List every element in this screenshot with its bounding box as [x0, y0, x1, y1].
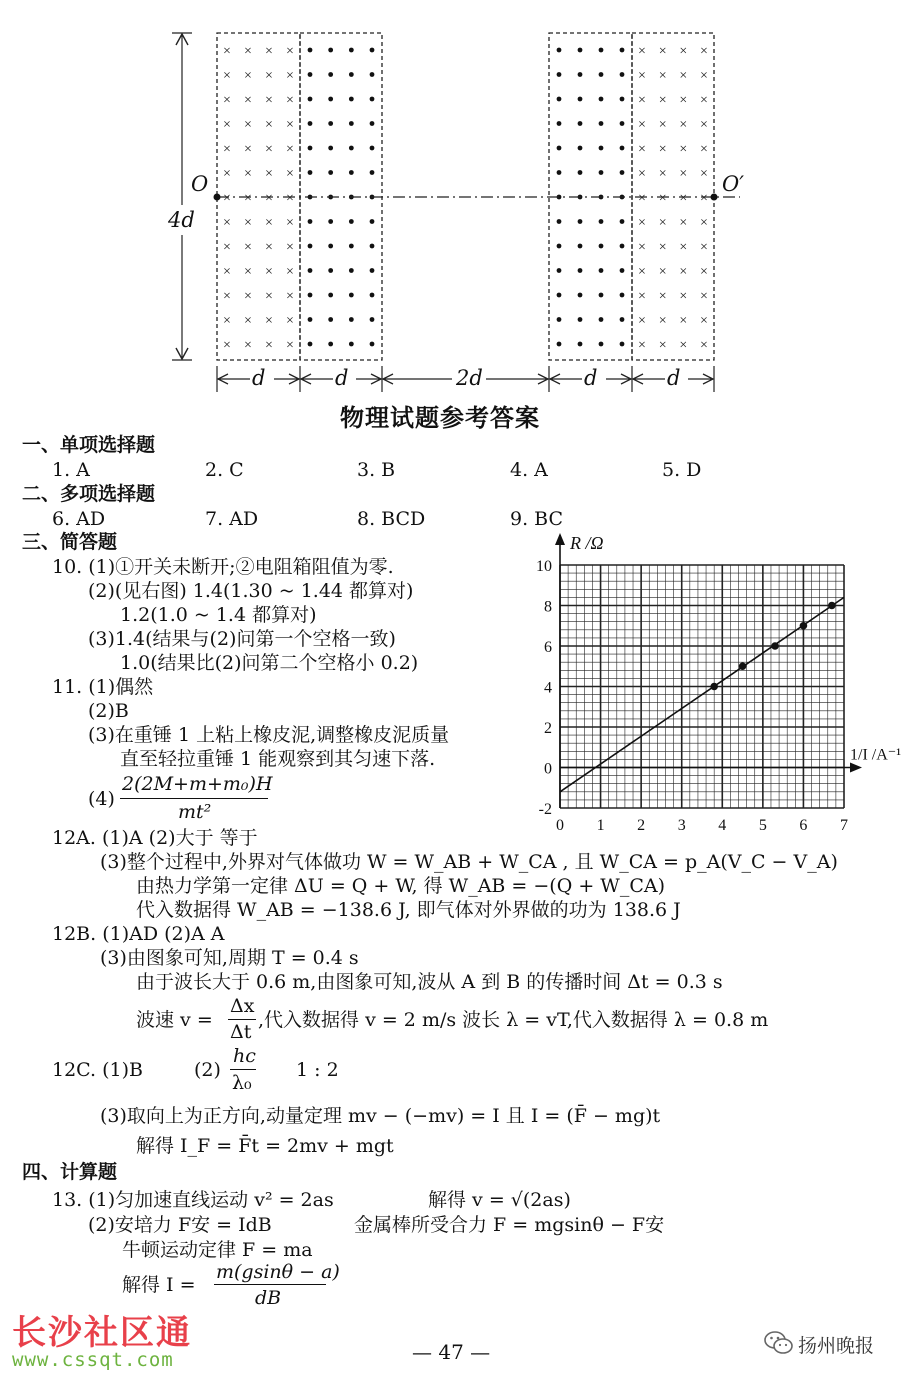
magnetic-field-figure — [0, 0, 914, 400]
left-cross-6-2: × — [265, 191, 273, 206]
q10-line-3: 1.2(1.0 ~ 1.4 都算对) — [120, 604, 317, 626]
y-axis-arrow — [555, 533, 565, 545]
right-cross-12-0: × — [638, 338, 646, 353]
right-cross-3-1: × — [658, 117, 667, 133]
right-cross-7-1: × — [658, 215, 667, 231]
label-O: O — [191, 172, 209, 196]
left-dot-12-0 — [308, 342, 313, 347]
label-O-prime: O′ — [722, 172, 744, 196]
q10-line-4: (3)1.4(结果与(2)问第一个空格一致) — [88, 628, 396, 650]
left-cross-2-2: × — [265, 93, 273, 108]
right-cross-6-1: × — [658, 191, 667, 206]
left-cross-0-3: × — [286, 44, 294, 59]
right-cross-3-2: × — [679, 117, 688, 133]
left-dot-9-0 — [308, 268, 313, 273]
right-cross-2-0: × — [638, 93, 646, 108]
left-cross-0-1: × — [244, 44, 252, 59]
right-dot-7-0 — [557, 219, 562, 224]
left-dot-8-2 — [349, 244, 354, 249]
left-cross-1-0: × — [223, 68, 231, 84]
left-dot-5-0 — [308, 170, 313, 175]
left-cross-12-0: × — [223, 338, 231, 353]
left-dot-11-3 — [370, 317, 375, 322]
right-cross-1-1: × — [658, 68, 667, 84]
dim-label-2: d — [335, 366, 349, 390]
left-cross-1-3: × — [286, 68, 294, 84]
left-cross-0-2: × — [265, 44, 273, 59]
right-dot-8-3 — [620, 244, 625, 249]
right-cross-4-1: × — [658, 142, 667, 157]
right-cross-11-1: × — [658, 313, 667, 329]
page-title: 物理试题参考答案 — [340, 404, 540, 432]
left-dot-5-3 — [370, 170, 375, 175]
q12b-line-1: 12B. (1)AD (2)A A — [52, 923, 225, 945]
q12c-part2-label: (2) — [194, 1059, 221, 1081]
right-cross-6-2: × — [679, 191, 688, 206]
right-cross-10-3: × — [700, 289, 708, 304]
q11-line-4: 直至轻拉重锤 1 能观察到其匀速下落. — [120, 748, 436, 770]
left-dot-4-1 — [328, 146, 333, 151]
left-cross-8-2: × — [265, 240, 273, 255]
left-dot-7-0 — [308, 219, 313, 224]
right-cross-8-1: × — [658, 240, 667, 255]
left-dot-10-2 — [349, 293, 354, 298]
left-dot-5-1 — [328, 170, 333, 175]
left-cross-9-1: × — [244, 264, 252, 280]
left-cross-3-3: × — [286, 117, 294, 133]
left-cross-6-3: × — [286, 191, 294, 206]
right-cross-0-0: × — [638, 44, 646, 59]
right-dot-12-2 — [599, 342, 604, 347]
left-cross-12-2: × — [265, 338, 273, 353]
q13-line-3: 牛顿运动定律 F = ma — [122, 1239, 313, 1261]
right-cross-7-2: × — [679, 215, 688, 231]
left-dot-3-3 — [370, 121, 375, 126]
right-dot-9-3 — [620, 268, 625, 273]
x-tick-label-2: 2 — [637, 817, 646, 834]
left-dot-0-2 — [349, 48, 354, 53]
left-cross-1-1: × — [244, 68, 252, 84]
q13-fraction-bar — [214, 1284, 326, 1285]
right-dot-10-0 — [557, 293, 562, 298]
right-dot-7-2 — [599, 219, 604, 224]
right-dot-4-1 — [578, 146, 583, 151]
right-dot-2-2 — [599, 97, 604, 102]
left-cross-2-1: × — [244, 93, 252, 108]
right-cross-12-2: × — [679, 338, 688, 353]
right-dot-2-0 — [557, 97, 562, 102]
y-tick-label-8: 8 — [544, 598, 552, 616]
left-dot-1-0 — [308, 72, 313, 77]
right-cross-3-3: × — [700, 117, 708, 133]
right-cross-4-3: × — [700, 142, 708, 157]
q12c-line-2: (3)取向上为正方向,动量定理 mv − (−mv) = I 且 I = (F̄ − mg)t — [100, 1105, 661, 1127]
answer-3: 3. B — [357, 459, 396, 481]
right-cross-10-1: × — [658, 289, 667, 304]
y-tick-label-6: 6 — [544, 639, 552, 656]
left-cross-9-2: × — [265, 264, 273, 280]
left-dot-10-1 — [328, 293, 333, 298]
q11-part4-label: (4) — [88, 788, 115, 810]
left-dot-8-1 — [328, 244, 333, 249]
section-2-heading: 二、多项选择题 — [22, 483, 156, 505]
left-cross-10-0: × — [223, 289, 231, 304]
left-dot-7-1 — [328, 219, 333, 224]
y-tick-label-0: 0 — [544, 760, 552, 778]
q12c-line-1: 12C. (1)B — [52, 1059, 143, 1081]
x-tick-label-0: 0 — [556, 817, 564, 834]
x-axis-arrow — [850, 763, 862, 773]
y-tick-label-2: 2 — [544, 720, 552, 737]
left-cross-4-0: × — [223, 142, 231, 157]
r-vs-inverse-i-chart — [520, 525, 910, 845]
right-cross-0-2: × — [679, 44, 688, 59]
answer-9: 9. BC — [510, 508, 564, 530]
right-dot-3-3 — [620, 121, 625, 126]
right-cross-8-2: × — [679, 240, 688, 255]
right-dot-0-1 — [578, 48, 583, 53]
answer-1: 1. A — [52, 459, 90, 481]
left-dot-1-3 — [370, 72, 375, 77]
left-dot-7-3 — [370, 219, 375, 224]
q13-line-2-net-force: 金属棒所受合力 F = mgsinθ − F安 — [354, 1214, 665, 1236]
left-cross-8-3: × — [286, 240, 294, 255]
dim-label-5: d — [667, 366, 681, 390]
watermark-source: 扬州晚报 — [798, 1335, 875, 1357]
q12a-line-3: 由热力学第一定律 ΔU = Q + W, 得 W_AB = −(Q + W_CA) — [136, 875, 665, 897]
right-dot-5-1 — [578, 170, 583, 175]
right-cross-11-2: × — [679, 313, 688, 329]
right-cross-2-1: × — [658, 93, 667, 108]
q10-line-5: 1.0(结果比(2)问第二个空格小 0.2) — [120, 652, 419, 674]
data-point-3 — [800, 622, 808, 630]
watermark-logo-text: 长沙社区通 — [12, 1313, 192, 1353]
watermark-url: www.cssqt.com — [12, 1349, 174, 1371]
right-dot-1-2 — [599, 72, 604, 77]
q12a-line-4: 代入数据得 W_AB = −138.6 J, 即气体对外界做的功为 138.6 J — [136, 899, 681, 921]
right-dot-5-0 — [557, 170, 562, 175]
q11-line-3: (3)在重锤 1 上粘上橡皮泥,调整橡皮泥质量 — [88, 724, 450, 746]
right-dot-9-1 — [578, 268, 583, 273]
right-cross-10-0: × — [638, 289, 646, 304]
left-dot-9-2 — [349, 268, 354, 273]
left-dot-2-3 — [370, 97, 375, 102]
answer-7: 7. AD — [205, 508, 259, 530]
q11-line-2: (2)B — [88, 700, 129, 722]
right-cross-0-1: × — [658, 44, 667, 59]
left-dot-11-1 — [328, 317, 333, 322]
right-dot-2-1 — [578, 97, 583, 102]
left-dot-12-2 — [349, 342, 354, 347]
q12c-ratio: 1 : 2 — [296, 1059, 339, 1081]
right-cross-9-1: × — [658, 264, 667, 280]
left-cross-3-0: × — [223, 117, 231, 133]
y-tick-label-10: 10 — [536, 558, 552, 575]
data-point-4 — [828, 602, 836, 610]
left-cross-8-0: × — [223, 240, 231, 255]
right-dot-0-0 — [557, 48, 562, 53]
right-cross-7-3: × — [700, 215, 708, 231]
left-dot-1-1 — [328, 72, 333, 77]
left-cross-5-3: × — [286, 166, 294, 182]
q11-fraction-denominator: mt² — [178, 801, 212, 823]
left-cross-7-0: × — [223, 215, 231, 231]
left-cross-10-2: × — [265, 289, 273, 304]
right-cross-12-3: × — [700, 338, 708, 353]
left-cross-4-2: × — [265, 142, 273, 157]
left-dot-3-1 — [328, 121, 333, 126]
left-dot-11-0 — [308, 317, 313, 322]
answer-8: 8. BCD — [357, 508, 426, 530]
x-tick-label-1: 1 — [596, 817, 605, 834]
section-4-heading: 四、计算题 — [22, 1161, 118, 1183]
right-dot-3-1 — [578, 121, 583, 126]
left-dot-7-2 — [349, 219, 354, 224]
right-dot-1-1 — [578, 72, 583, 77]
right-cross-5-1: × — [658, 166, 667, 182]
left-dot-2-2 — [349, 97, 354, 102]
section-1-heading: 一、单项选择题 — [22, 434, 156, 456]
right-cross-5-3: × — [700, 166, 708, 182]
left-dot-9-1 — [328, 268, 333, 273]
right-dot-7-1 — [578, 219, 583, 224]
q13-line-4-label: 解得 I = — [122, 1274, 196, 1296]
right-cross-10-2: × — [679, 289, 688, 304]
left-cross-11-2: × — [265, 313, 273, 329]
right-dot-8-1 — [578, 244, 583, 249]
answer-6: 6. AD — [52, 508, 106, 530]
left-cross-12-1: × — [244, 338, 252, 353]
q11-line-1: 11. (1)偶然 — [52, 676, 154, 698]
left-cross-12-3: × — [286, 338, 294, 353]
right-dot-3-2 — [599, 121, 604, 126]
answer-2: 2. C — [205, 459, 244, 481]
left-dot-4-0 — [308, 146, 313, 151]
right-cross-1-0: × — [638, 68, 646, 84]
right-cross-2-3: × — [700, 93, 708, 108]
left-dot-1-2 — [349, 72, 354, 77]
q10-line-1: 10. (1)①开关未断开;②电阻箱阻值为零. — [52, 556, 394, 578]
left-cross-2-0: × — [223, 93, 231, 108]
x-tick-label-6: 6 — [799, 817, 808, 834]
q13-line-1: 13. (1)匀加速直线运动 v² = 2as — [52, 1189, 334, 1211]
q12b-line-3: 由于波长大于 0.6 m,由图象可知,波从 A 到 B 的传播时间 Δt = 0.3 s — [136, 971, 723, 993]
right-dot-12-0 — [557, 342, 562, 347]
right-dot-8-0 — [557, 244, 562, 249]
right-dot-3-0 — [557, 121, 562, 126]
left-dot-0-3 — [370, 48, 375, 53]
left-cross-8-1: × — [244, 240, 252, 255]
q12b-velocity-label: 波速 v = — [136, 1009, 213, 1031]
q12a-line-1: 12A. (1)A (2)大于 等于 — [52, 827, 258, 849]
x-axis-label: 1/I /A⁻¹ — [850, 746, 902, 764]
left-cross-0-0: × — [223, 44, 231, 59]
right-cross-4-0: × — [638, 142, 646, 157]
q12c-fraction-denominator: λ₀ — [232, 1072, 252, 1094]
answer-4: 4. A — [510, 459, 548, 481]
data-point-0 — [710, 683, 718, 691]
right-cross-9-2: × — [679, 264, 688, 280]
left-cross-6-1: × — [244, 191, 252, 206]
right-dot-12-1 — [578, 342, 583, 347]
left-dot-11-2 — [349, 317, 354, 322]
right-dot-4-3 — [620, 146, 625, 151]
right-dot-11-2 — [599, 317, 604, 322]
left-cross-2-3: × — [286, 93, 294, 108]
right-dot-1-0 — [557, 72, 562, 77]
q13-fraction-denominator: dB — [255, 1287, 282, 1309]
left-cross-11-0: × — [223, 313, 231, 329]
right-cross-9-0: × — [638, 264, 646, 280]
q12b-fraction-denominator: Δt — [230, 1021, 252, 1043]
right-dot-4-0 — [557, 146, 562, 151]
answer-5: 5. D — [662, 459, 702, 481]
q13-line-2: (2)安培力 F安 = IdB — [88, 1214, 272, 1236]
point-O — [214, 194, 221, 201]
right-cross-7-0: × — [638, 215, 646, 231]
right-dot-10-1 — [578, 293, 583, 298]
q12c-fraction-bar — [230, 1069, 256, 1070]
left-cross-10-3: × — [286, 289, 294, 304]
left-cross-11-3: × — [286, 313, 294, 329]
q12c-fraction-numerator: hc — [233, 1045, 256, 1067]
right-cross-6-3: × — [700, 191, 708, 206]
left-dot-3-2 — [349, 121, 354, 126]
right-cross-9-3: × — [700, 264, 708, 280]
right-dot-12-3 — [620, 342, 625, 347]
right-dot-11-1 — [578, 317, 583, 322]
left-dot-12-3 — [370, 342, 375, 347]
left-cross-7-2: × — [265, 215, 273, 231]
left-cross-6-0: × — [223, 191, 231, 206]
right-dot-5-3 — [620, 170, 625, 175]
point-O-prime — [711, 194, 718, 201]
left-cross-1-2: × — [265, 68, 273, 84]
left-dot-12-1 — [328, 342, 333, 347]
dim-label-4: d — [584, 366, 598, 390]
right-cross-8-0: × — [638, 240, 646, 255]
right-dot-5-2 — [599, 170, 604, 175]
q10-line-2: (2)(见右图) 1.4(1.30 ~ 1.44 都算对) — [88, 580, 414, 602]
left-cross-5-1: × — [244, 166, 252, 182]
left-cross-5-0: × — [223, 166, 231, 182]
right-dot-10-3 — [620, 293, 625, 298]
right-cross-2-2: × — [679, 93, 688, 108]
left-dot-0-0 — [308, 48, 313, 53]
x-tick-label-5: 5 — [758, 817, 767, 834]
right-cross-1-3: × — [700, 68, 708, 84]
q12b-line-2: (3)由图象可知,周期 T = 0.4 s — [100, 947, 359, 969]
left-cross-4-3: × — [286, 142, 294, 157]
left-dot-0-1 — [328, 48, 333, 53]
label-4d: 4d — [168, 208, 195, 232]
right-dot-9-0 — [557, 268, 562, 273]
left-dot-10-0 — [308, 293, 313, 298]
right-dot-4-2 — [599, 146, 604, 151]
q13-line-1-solution: 解得 v = √(2as) — [428, 1189, 571, 1211]
right-cross-5-2: × — [679, 166, 688, 182]
left-dot-2-0 — [308, 97, 313, 102]
x-tick-label-3: 3 — [677, 817, 686, 834]
dim-label-3: 2d — [456, 366, 483, 390]
right-dot-8-2 — [599, 244, 604, 249]
left-cross-7-3: × — [286, 215, 294, 231]
left-cross-5-2: × — [265, 166, 273, 182]
right-dot-11-3 — [620, 317, 625, 322]
left-dot-3-0 — [308, 121, 313, 126]
right-dot-10-2 — [599, 293, 604, 298]
left-cross-3-1: × — [244, 117, 252, 133]
left-dot-10-3 — [370, 293, 375, 298]
right-dot-2-3 — [620, 97, 625, 102]
left-cross-3-2: × — [265, 117, 273, 133]
right-dot-9-2 — [599, 268, 604, 273]
section-3-heading: 三、简答题 — [22, 531, 118, 553]
y-tick-label--2: -2 — [538, 801, 552, 818]
left-dot-8-3 — [370, 244, 375, 249]
right-cross-1-2: × — [679, 68, 688, 84]
left-dot-4-3 — [370, 146, 375, 151]
right-dot-0-3 — [620, 48, 625, 53]
q11-fraction-bar — [120, 798, 268, 799]
left-cross-4-1: × — [244, 142, 252, 157]
right-dot-7-3 — [620, 219, 625, 224]
right-dot-0-2 — [599, 48, 604, 53]
right-cross-6-0: × — [638, 191, 646, 206]
q12c-line-3: 解得 I_F = F̄t = 2mv + mgt — [136, 1135, 394, 1157]
y-tick-label-4: 4 — [544, 679, 552, 697]
q12a-line-2: (3)整个过程中,外界对气体做功 W = W_AB + W_CA , 且 W_CA = p_A(V_C − V_A) — [100, 851, 838, 873]
right-cross-5-0: × — [638, 166, 646, 182]
left-cross-9-3: × — [286, 264, 294, 280]
q12b-fraction-numerator: Δx — [230, 995, 255, 1017]
left-dot-4-2 — [349, 146, 354, 151]
left-dot-2-1 — [328, 97, 333, 102]
right-dot-1-3 — [620, 72, 625, 77]
left-cross-7-1: × — [244, 215, 252, 231]
data-point-2 — [771, 642, 779, 650]
x-tick-label-4: 4 — [718, 817, 727, 834]
data-point-1 — [739, 662, 747, 670]
right-cross-11-0: × — [638, 313, 646, 329]
page-number: — 47 — — [412, 1340, 491, 1364]
y-axis-label: R /Ω — [570, 533, 604, 553]
q13-fraction-numerator: m(gsinθ − a) — [216, 1261, 340, 1283]
q12b-line-4-rest: ,代入数据得 v = 2 m/s 波长 λ = vT,代入数据得 λ = 0.8 m — [258, 1009, 769, 1031]
left-dot-8-0 — [308, 244, 313, 249]
right-cross-12-1: × — [658, 338, 667, 353]
dim-label-1: d — [252, 366, 266, 390]
left-cross-9-0: × — [223, 264, 231, 280]
right-cross-3-0: × — [638, 117, 646, 133]
left-cross-11-1: × — [244, 313, 252, 329]
left-cross-10-1: × — [244, 289, 252, 304]
right-cross-11-3: × — [700, 313, 708, 329]
x-tick-label-7: 7 — [840, 817, 848, 834]
q11-fraction-numerator: 2(2M+m+m₀)H — [122, 773, 273, 795]
right-cross-0-3: × — [700, 44, 708, 59]
wechat-icon — [764, 1330, 794, 1360]
right-dot-11-0 — [557, 317, 562, 322]
right-cross-8-3: × — [700, 240, 708, 255]
right-cross-4-2: × — [679, 142, 688, 157]
left-dot-9-3 — [370, 268, 375, 273]
left-dot-5-2 — [349, 170, 354, 175]
